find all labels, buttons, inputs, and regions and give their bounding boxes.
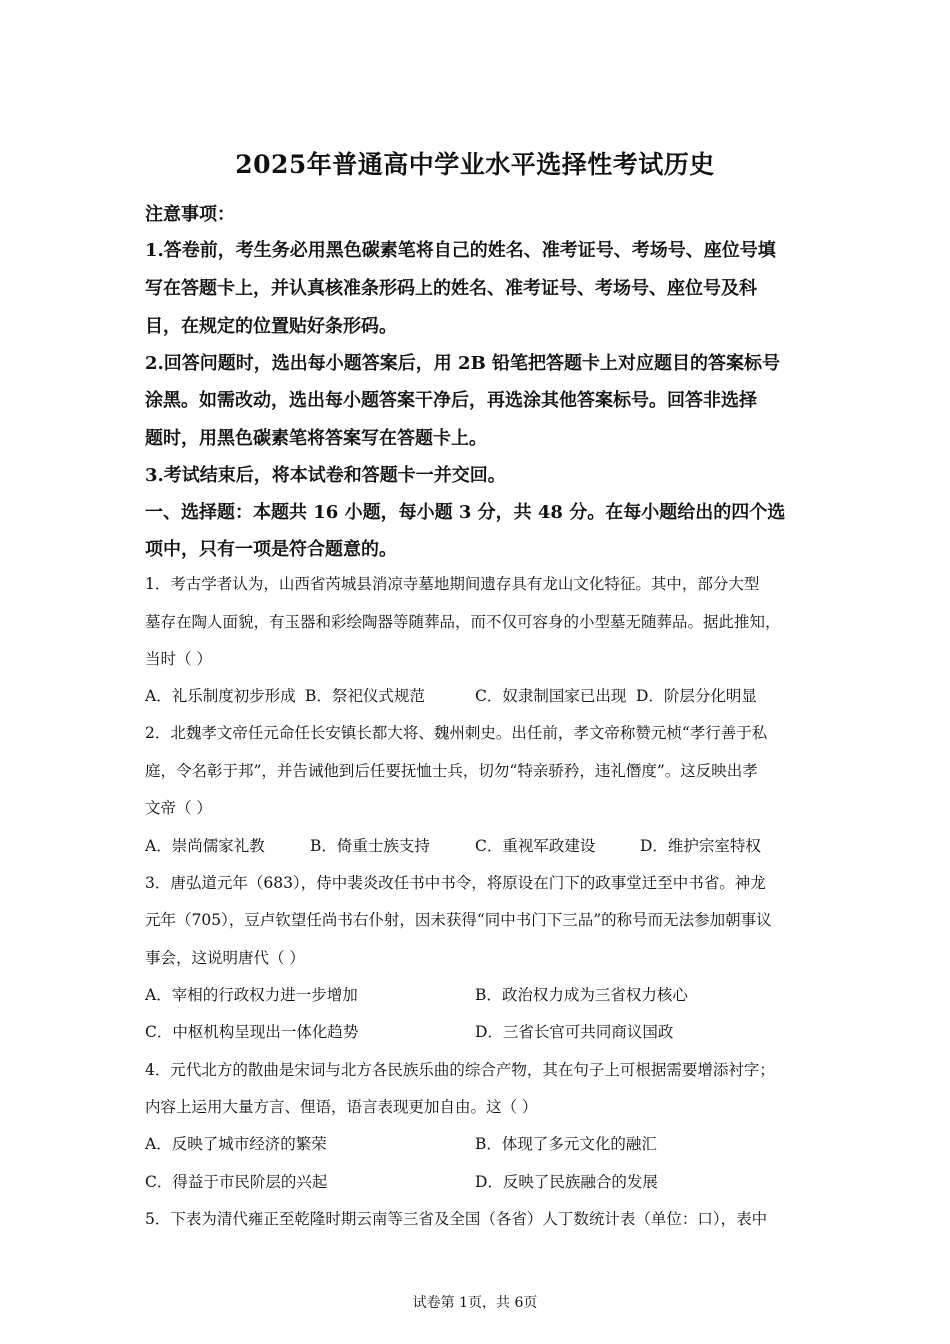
question-1-text: 1．考古学者认为，山西省芮城县消凉寺墓地期间遗存具有龙山文化特征。其中，部分大型 (145, 575, 760, 593)
exam-title: 2025年普通高中学业水平选择性考试历史 (235, 150, 715, 179)
notice-line: 2.回答问题时，选出每小题答案后，用 2B 铅笔把答题卡上对应题目的答案标号 (145, 353, 781, 374)
notice-heading: 注意事项： (145, 204, 235, 225)
page-footer: 试卷第 1页，共 6页 (412, 1295, 538, 1311)
notice-line: 涂黑。如需改动，选出每小题答案干净后，再选涂其他答案标号。回答非选择 (145, 390, 757, 411)
notice-line: 题时，用黑色碳素笔将答案写在答题卡上。 (145, 428, 487, 449)
question-4-option-d: D．反映了民族融合的发展 (475, 1173, 658, 1191)
question-5-text: 5．下表为清代雍正至乾隆时期云南等三省及全国（各省）人丁数统计表（单位：口），表中 (145, 1210, 768, 1228)
question-3-text: 元年（705），豆卢钦望任尚书右仆射，因未获得“同中书门下三品”的称号而无法参加朝事议 (145, 911, 772, 929)
notice-line: 3.考试结束后，将本试卷和答题卡一并交回。 (145, 465, 506, 486)
question-4-text: 内容上运用大量方言、俚语，语言表现更加自由。这（ ） (145, 1098, 538, 1116)
question-2-text: 庭，令名彰于邦”，并告诫他到后任要抚恤士兵，切勿“特亲骄矜，违礼僭度”。这反映出孝 (145, 762, 758, 780)
section-heading: 项中，只有一项是符合题意的。 (145, 539, 397, 560)
question-4-option-a: A．反映了城市经济的繁荣 (145, 1135, 327, 1153)
question-2-option-b: B．倚重士族支持 (310, 837, 430, 855)
question-4-option-b: B．体现了多元文化的融汇 (475, 1135, 657, 1153)
question-4-text: 4．元代北方的散曲是宋词与北方各民族乐曲的综合产物，其在句子上可根据需要增添衬字； (145, 1061, 775, 1079)
question-1-option-c: C．奴隶制国家已出现 (475, 687, 627, 705)
question-3-option-b: B．政治权力成为三省权力核心 (475, 986, 688, 1004)
notice-line: 目，在规定的位置贴好条形码。 (145, 316, 397, 337)
question-3-option-d: D．三省长官可共同商议国政 (475, 1023, 674, 1041)
section-heading: 一、选择题：本题共 16 小题，每小题 3 分，共 48 分。在每小题给出的四个选 (145, 502, 786, 523)
question-4-option-c: C．得益于市民阶层的兴起 (145, 1173, 328, 1191)
question-2-text: 2．北魏孝文帝任元命任长安镇长都大将、魏州刺史。出任前，孝文帝称赞元桢“孝行善于私 (145, 724, 768, 742)
question-1-text: 当时（ ） (145, 650, 212, 668)
question-3-text: 3．唐弘道元年（683），侍中裴炎改任书中书令，将原设在门下的政事堂迁至中书省。神龙 (145, 874, 766, 892)
question-3-option-a: A．宰相的行政权力进一步增加 (145, 986, 358, 1004)
question-2-text: 文帝（ ） (145, 799, 212, 817)
question-1-option-b: B．祭祀仪式规范 (305, 687, 425, 705)
question-1-option-a: A．礼乐制度初步形成 (145, 687, 296, 705)
notice-line: 写在答题卡上，并认真核准条形码上的姓名、准考证号、考场号、座位号及科 (145, 278, 757, 299)
question-1-option-d: D．阶层分化明显 (636, 687, 757, 705)
question-2-option-d: D．维护宗室特权 (640, 837, 761, 855)
question-1-text: 墓存在陶人面貌，有玉器和彩绘陶器等随葬品，而不仅可容身的小型墓无随葬品。据此推知， (145, 613, 781, 631)
question-3-text: 事会，这说明唐代（ ） (145, 949, 305, 967)
notice-line: 1.答卷前，考生务必用黑色碳素笔将自己的姓名、准考证号、考场号、座位号填 (145, 240, 776, 261)
question-2-option-c: C．重视军政建设 (475, 837, 596, 855)
question-3-option-c: C．中枢机构呈现出一体化趋势 (145, 1023, 359, 1041)
question-2-option-a: A．崇尚儒家礼教 (145, 837, 265, 855)
